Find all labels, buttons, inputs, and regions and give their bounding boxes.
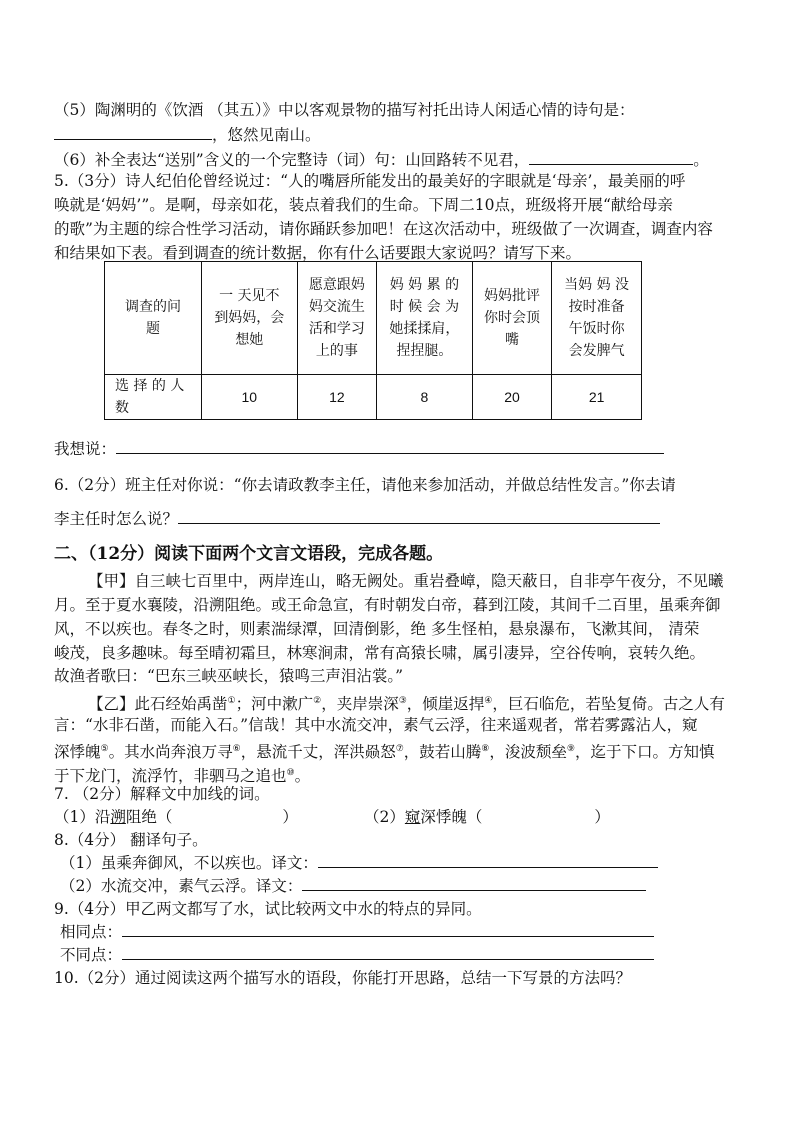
yi-text: 。其水尚奔浪万寻 (108, 743, 233, 762)
q6-line-2 (54, 508, 660, 530)
q8-item-text: （2）水流交冲，素气云浮。译文： (60, 877, 303, 895)
q9-same-label: 相同点： (60, 923, 123, 941)
q6-poem-text: （6）补全表达“送别”含义的一个完整诗（词）句：山回路转不见君， (54, 151, 530, 169)
survey-count: 20 (472, 375, 551, 420)
jia-line-1: 【甲】自三峡七百里中，两岸连山，略无阙处。重岩叠嶂，隐天蔽日，自非亭午夜分，不见曦 (88, 572, 724, 590)
survey-question: 妈妈批评 你时会顶 嘴 (472, 262, 551, 375)
survey-count-row (105, 375, 642, 420)
q7-stem: 7. （2分）解释文中加线的词。 (54, 785, 270, 803)
survey-header-label: 调查的问 题 (105, 262, 202, 375)
footnote-marker: ⑨ (566, 744, 575, 754)
q7-underlined-word: 溯 (110, 808, 126, 826)
survey-table (104, 261, 642, 420)
q6-line-2-text: 李主任时怎么说？ (54, 510, 179, 528)
footnote-marker: ⑥ (232, 744, 241, 754)
survey-count-label: 选 择 的 人 数 (105, 375, 202, 420)
yi-text: 【乙】此石经始禹凿 (88, 695, 228, 714)
answer-blank[interactable] (122, 945, 654, 960)
footnote-marker: ① (227, 696, 236, 706)
q7-item-1 (54, 806, 298, 828)
q5-line-2: 唤就是‘妈妈’”。是啊，母亲如花，装点着我们的生命。下周二10点，班级将开展“献给母亲 (54, 196, 673, 214)
yi-text: ，鼓若山腾 (403, 743, 482, 762)
survey-count: 12 (297, 375, 376, 420)
q8-stem: 8.（4分） 翻译句子。 (54, 831, 208, 849)
footnote-marker: ⑤ (100, 744, 109, 754)
jia-line-5: 故渔者歌曰：“巴东三峡巫峡长，猿鸣三声泪沾裳。” (54, 667, 404, 685)
q5-line-3: 的歌”为主题的综合性学习活动，请你踊跃参加吧！在这次活动中，班级做了一次调查，调查内容 (54, 220, 713, 238)
survey-question: 愿意跟妈 妈交流生 活和学习 上的事 (297, 262, 376, 375)
survey-question: 一 天见不 到妈妈，会 想她 (202, 262, 298, 375)
survey-count: 10 (202, 375, 298, 420)
survey-count: 21 (552, 375, 642, 420)
q6-poem-tail: 。 (693, 151, 709, 169)
q9-stem: 9.（4分）甲乙两文都写了水，试比较两文中水的特点的异同。 (54, 900, 482, 918)
jia-line-2: 月。至于夏水襄陵，沿溯阻绝。或王命急宣，有时朝发白帝，暮到江陵，其间千二百里，虽乘奔御 (54, 596, 721, 614)
footnote-marker: ⑦ (395, 744, 404, 754)
yi-text: ，浚波颓垒 (489, 743, 567, 762)
q7-item-2 (364, 806, 610, 828)
q8-item-2 (60, 875, 646, 897)
yi-line-3 (54, 738, 714, 763)
answer-blank[interactable] (178, 509, 660, 524)
q7-item-text: 阻绝（ (125, 808, 173, 826)
q9-same (60, 921, 654, 943)
section-2-heading: 二、（12分）阅读下面两个文言文语段，完成各题。 (54, 544, 444, 564)
q7-item-text: （2） (364, 808, 405, 826)
yi-text: ，夹岸崇深 (321, 695, 399, 714)
answer-blank[interactable] (318, 853, 658, 868)
answer-blank[interactable] (54, 125, 212, 140)
footnote-marker: ③ (398, 696, 407, 706)
q5-answer-label: 我想说： (54, 440, 117, 458)
q5-line-1: 5.（3分）诗人纪伯伦曾经说过：“人的嘴唇所能发出的最美好的字眼就是‘母亲’，最美丽的呼 (54, 172, 686, 190)
q7-item-text: ） (594, 808, 610, 826)
answer-blank[interactable] (116, 439, 664, 454)
footnote-marker: ⑩ (286, 768, 295, 778)
footnote-marker: ② (313, 696, 322, 706)
jia-line-4: 峻茂，良多趣味。每至晴初霜旦，林寒涧肃，常有高猿长啸，属引凄异，空谷传响，哀转久绝。 (54, 644, 706, 662)
q6-poem-line (54, 149, 709, 171)
q8-item-text: （1）虽乘奔御风，不以疾也。译文： (60, 854, 318, 872)
survey-question: 妈 妈 累 的 时 候 会 为 她揉揉肩， 捏捏腿。 (377, 262, 473, 375)
q7-item-text: 深悸魄（ (420, 808, 483, 826)
q10-stem: 10.（2分）通过阅读这两个描写水的语段，你能打开思路，总结一下写景的方法吗？ (54, 969, 632, 987)
answer-blank[interactable] (302, 876, 646, 891)
yi-text: ，迄于下口。方知慎 (574, 743, 715, 762)
yi-text: 于下龙门，流浮竹，非驷马之追也 (54, 767, 287, 786)
answer-blank[interactable] (529, 150, 693, 165)
q7-item-text: ） (282, 808, 298, 826)
yi-text: ，倾崖返捍 (406, 695, 485, 714)
survey-question-row (105, 262, 642, 375)
footnote-marker: ④ (484, 696, 493, 706)
q7-item-text: （1）沿 (54, 808, 111, 826)
yi-line-1 (88, 690, 725, 715)
q7-underlined-word: 窥 (404, 808, 421, 826)
survey-question: 当妈 妈 没 按时准备 午饭时你 会发脾气 (552, 262, 642, 375)
q5-answer-line (54, 438, 664, 460)
q6-line-1: 6.（2分）班主任对你说：“你去请政教李主任，请他来参加活动，并做总结性发言。”你去请 (54, 476, 676, 494)
yi-text: ，巨石临危，若坠复倚。古之人有 (492, 695, 725, 714)
q5-tao-line1: （5）陶渊明的《饮酒 （其五）》中以客观景物的描写衬托出诗人闲适心情的诗句是： (54, 101, 635, 119)
q9-diff-label: 不同点： (60, 946, 123, 964)
q9-diff (60, 944, 654, 966)
q5-line-4: 和结果如下表。看到调查的统计数据，你有什么话要跟大家说吗？请写下来。 (54, 244, 582, 262)
answer-blank[interactable] (122, 922, 654, 937)
yi-text: 。 (294, 767, 311, 786)
survey-count: 8 (377, 375, 473, 420)
footnote-marker: ⑧ (481, 744, 490, 754)
q8-item-1 (60, 852, 658, 874)
yi-line-2: 言：“水非石凿，而能入石。”信哉！其中水流交冲，素气云浮，往来遥观者，常若雾露沾人，窥 (54, 716, 698, 734)
yi-text: ，悬流千丈，浑洪赑怒 (240, 743, 396, 762)
yi-text: ；河中漱广 (235, 695, 314, 714)
yi-text: 深悸魄 (54, 743, 101, 762)
jia-line-3: 风，不以疾也。春冬之时，则素湍绿潭，回清倒影，绝 多生怪柏，悬泉瀑布，飞漱其间， 清荣 (54, 620, 700, 638)
q5-tao-line2 (54, 124, 321, 146)
q5-tao-line2-tail: ，悠然见南山。 (212, 126, 321, 144)
